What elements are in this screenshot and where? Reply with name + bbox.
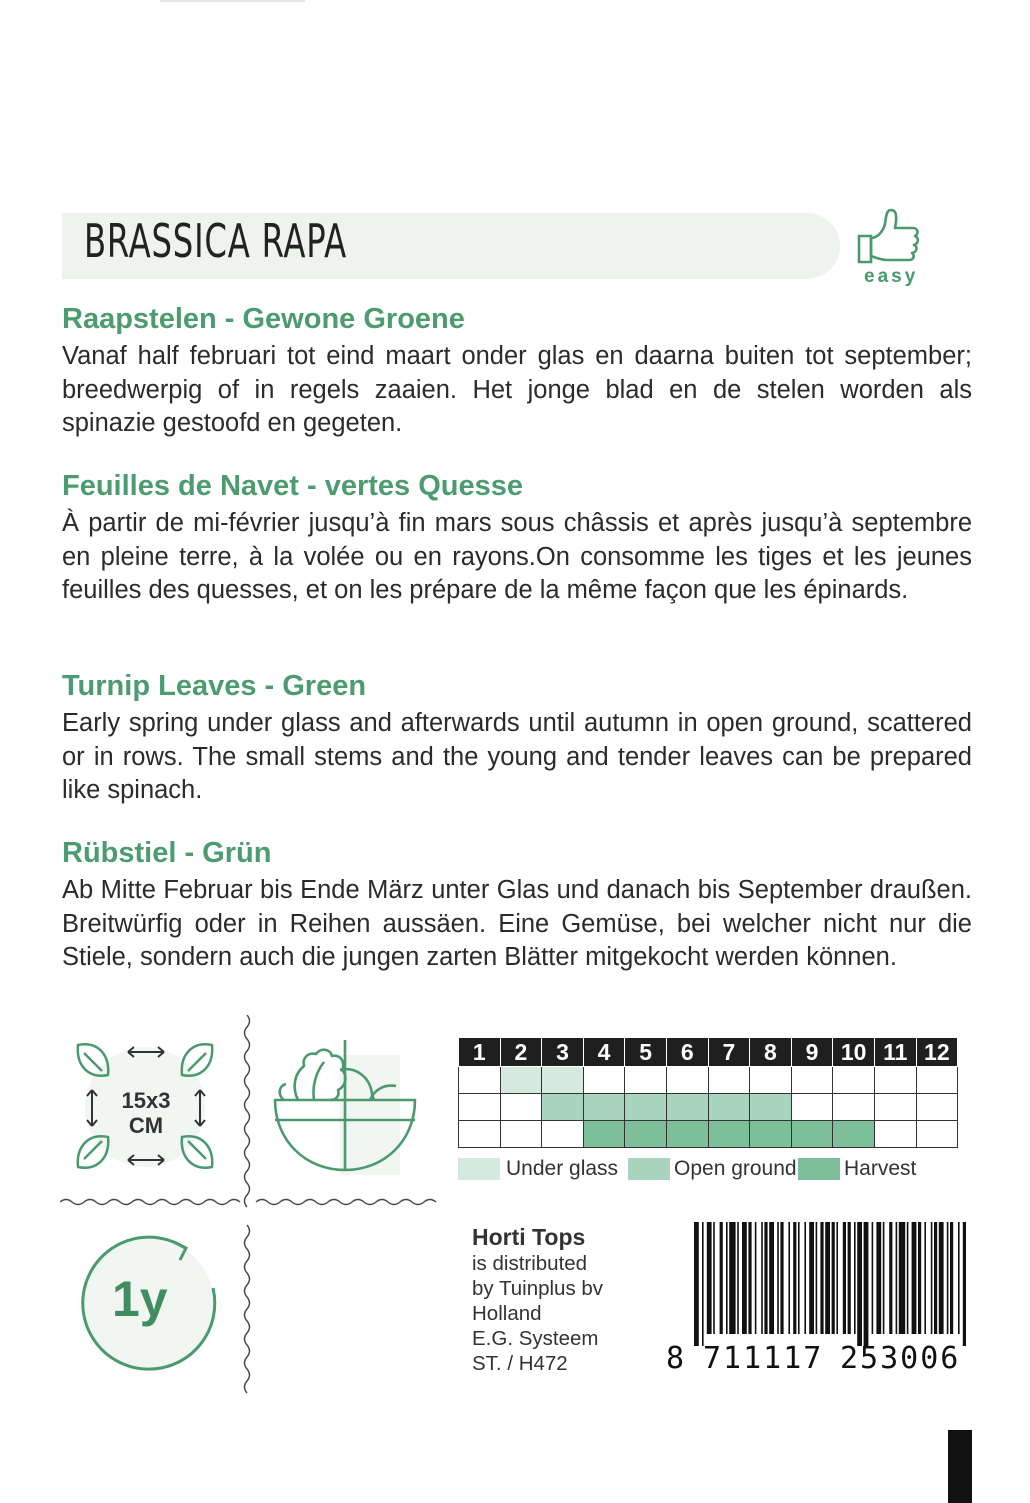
barcode-bar xyxy=(820,1222,823,1334)
distributor-line: is distributed xyxy=(472,1252,588,1275)
calendar-cell xyxy=(625,1094,667,1121)
calendar-legend xyxy=(458,1157,916,1181)
barcode-bar xyxy=(872,1222,874,1334)
calendar-month-9: 9 xyxy=(791,1038,833,1067)
barcode-bar xyxy=(780,1222,783,1334)
barcode-bar xyxy=(777,1222,779,1334)
calendar-cell xyxy=(791,1067,833,1094)
barcode-bar xyxy=(963,1222,966,1346)
barcode-bar xyxy=(950,1222,953,1334)
section-body-fr: À partir de mi-février jusqu’à fin mars sous châssis et après jusqu’à septembre en pleine terre, à la volée ou en rayons.On consomme les tiges et les jeunes feuilles des quesses, et on les prépare de la même façon que les épinards. xyxy=(62,509,972,604)
calendar-row-under-glass xyxy=(459,1067,958,1094)
calendar-cell xyxy=(750,1121,792,1148)
distributor-line: E.G. Systeem xyxy=(472,1327,599,1350)
calendar-month-12: 12 xyxy=(916,1038,958,1067)
top-edge-line xyxy=(160,0,305,2)
barcode-bar xyxy=(788,1222,790,1334)
cut-mark xyxy=(948,1430,972,1503)
calendar-month-2: 2 xyxy=(500,1038,542,1067)
legend-swatch-open-ground xyxy=(628,1158,670,1180)
calendar-cell xyxy=(542,1121,584,1148)
barcode-bar xyxy=(934,1222,937,1334)
barcode-bar xyxy=(713,1222,715,1334)
barcode-group-1: 711117 xyxy=(703,1341,824,1376)
calendar-cell xyxy=(874,1067,916,1094)
brand-name: Horti Tops xyxy=(472,1224,586,1250)
barcode-first-digit: 8 xyxy=(666,1341,687,1376)
spacing-label-line2: CM xyxy=(128,1113,164,1138)
barcode-bar xyxy=(694,1222,699,1346)
barcode-bar xyxy=(958,1222,960,1334)
calendar-cell xyxy=(916,1121,958,1148)
calendar-cell xyxy=(542,1067,584,1094)
barcode-bar xyxy=(924,1222,926,1334)
distributor-line: by Tuinplus bv xyxy=(472,1277,604,1300)
calendar-body xyxy=(459,1067,958,1148)
calendar-month-6: 6 xyxy=(666,1038,708,1067)
barcode-bar xyxy=(742,1222,747,1334)
barcode-bar xyxy=(832,1222,835,1334)
legend-label-under-glass: Under glass xyxy=(506,1157,619,1180)
calendar-cell xyxy=(459,1067,501,1094)
spacing-label-line1: 15x3 xyxy=(121,1088,171,1113)
calendar-month-5: 5 xyxy=(625,1038,667,1067)
barcode-bar xyxy=(939,1222,944,1334)
legend-label-open-ground: Open ground xyxy=(674,1157,797,1180)
calendar-month-11: 11 xyxy=(874,1038,916,1067)
calendar-cell xyxy=(750,1067,792,1094)
calendar-month-3: 3 xyxy=(542,1038,584,1067)
calendar-month-7: 7 xyxy=(708,1038,750,1067)
barcode-bar xyxy=(755,1222,757,1334)
barcode-bar xyxy=(804,1222,806,1334)
barcode-bar xyxy=(726,1222,728,1334)
distributor-line: ST. / H472 xyxy=(472,1352,568,1375)
calendar-cell xyxy=(459,1121,501,1148)
page-title: BRASSICA RAPA xyxy=(84,214,348,268)
legend-swatch-harvest xyxy=(798,1158,840,1180)
calendar-row-open-ground xyxy=(459,1094,958,1121)
calendar-cell xyxy=(666,1067,708,1094)
legend-swatch-under-glass xyxy=(458,1158,500,1180)
calendar-cell xyxy=(916,1067,958,1094)
barcode-bar xyxy=(798,1222,800,1334)
section-body-nl: Vanaf half februari tot eind maart onder glas en daarna buiten tot september; breedwerpig of in regels zaaien. Het jonge blad en de stelen worden als spinazie gestoofd en gegeten. xyxy=(62,342,972,437)
section-body-de: Ab Mitte Februar bis Ende März unter Glas und danach bis September draußen. Breitwürfig oder in Reihen aussäen. Eine Gemüse, bei welcher nicht nur die Stiele, sondern auch die jungen zarten Blätter mitgekocht werden können. xyxy=(62,876,972,971)
section-body-en: Early spring under glass and afterwards until autumn in open ground, scattered or in rows. The small stems and the young and tender leaves can be prepared like spinach. xyxy=(62,709,972,804)
calendar-cell xyxy=(916,1094,958,1121)
barcode-bar xyxy=(748,1222,751,1334)
barcode-bar xyxy=(764,1222,767,1334)
barcode-bar xyxy=(848,1222,851,1334)
barcode-bar xyxy=(907,1222,909,1334)
calendar-cell xyxy=(791,1094,833,1121)
barcode-bar xyxy=(889,1222,892,1334)
calendar-cell xyxy=(874,1094,916,1121)
calendar-cell xyxy=(625,1067,667,1094)
barcode-bar xyxy=(825,1222,830,1334)
calendar-cell xyxy=(500,1067,542,1094)
barcode-bar xyxy=(931,1222,933,1334)
calendar-cell xyxy=(708,1094,750,1121)
spacing-label xyxy=(115,1088,177,1138)
legend-label-harvest: Harvest xyxy=(844,1157,917,1180)
barcode-bar xyxy=(843,1222,846,1334)
wavy-divider-horizontal xyxy=(60,1196,440,1208)
calendar-cell xyxy=(583,1121,625,1148)
calendar-cell xyxy=(874,1121,916,1148)
calendar-cell xyxy=(500,1121,542,1148)
calendar-cell xyxy=(708,1121,750,1148)
easy-badge-label: easy xyxy=(864,266,919,287)
barcode-bar xyxy=(899,1222,905,1334)
calendar-table xyxy=(458,1037,958,1148)
barcode-bar xyxy=(918,1222,921,1334)
barcode-bar xyxy=(864,1222,869,1346)
calendar-cell xyxy=(625,1121,667,1148)
calendar-cell xyxy=(833,1094,875,1121)
section-title-en: Turnip Leaves - Green xyxy=(62,670,367,702)
calendar-cell xyxy=(459,1094,501,1121)
barcode-bar xyxy=(836,1222,838,1334)
barcode-bar xyxy=(707,1222,712,1334)
barcode-bar xyxy=(896,1222,898,1334)
barcode-bar xyxy=(737,1222,739,1334)
barcode-bar xyxy=(816,1222,818,1334)
calendar-cell xyxy=(542,1094,584,1121)
calendar-cell xyxy=(750,1094,792,1121)
calendar-cell xyxy=(833,1067,875,1094)
barcode-bar xyxy=(947,1222,949,1334)
calendar-cell xyxy=(708,1067,750,1094)
calendar-month-4: 4 xyxy=(583,1038,625,1067)
section-title-fr: Feuilles de Navet - vertes Quesse xyxy=(62,470,523,502)
barcode-group-2: 253006 xyxy=(840,1341,961,1376)
calendar-month-1: 1 xyxy=(459,1038,501,1067)
barcode-bar xyxy=(769,1222,774,1334)
barcode-bar xyxy=(854,1222,856,1334)
barcode-bar xyxy=(702,1222,704,1346)
barcode-bar xyxy=(857,1222,862,1346)
calendar-cell xyxy=(666,1094,708,1121)
sowing-calendar xyxy=(458,1037,958,1148)
section-title-de: Rübstiel - Grün xyxy=(62,837,272,869)
calendar-row-harvest xyxy=(459,1121,958,1148)
calendar-cell xyxy=(500,1094,542,1121)
barcode-bar xyxy=(729,1222,735,1334)
calendar-cell xyxy=(791,1121,833,1148)
distributor-info xyxy=(472,1223,603,1376)
distributor-line: Holland xyxy=(472,1302,542,1325)
calendar-cell xyxy=(666,1121,708,1148)
section-title-nl: Raapstelen - Gewone Groene xyxy=(62,303,465,335)
calendar-cell xyxy=(583,1067,625,1094)
barcode-bar xyxy=(883,1222,885,1334)
barcode-bar xyxy=(793,1222,796,1334)
calendar-cell xyxy=(583,1094,625,1121)
barcode-bar xyxy=(720,1222,723,1334)
calendar-cell xyxy=(833,1121,875,1148)
salad-bowl-icon xyxy=(270,1030,420,1180)
lifecycle-label: 1y xyxy=(112,1271,168,1327)
barcode-bar xyxy=(912,1222,917,1334)
barcode-bar xyxy=(876,1222,881,1334)
calendar-month-header xyxy=(459,1038,958,1067)
barcode-bar xyxy=(761,1222,763,1334)
calendar-month-10: 10 xyxy=(833,1038,875,1067)
barcode-bar xyxy=(809,1222,814,1334)
calendar-month-8: 8 xyxy=(750,1038,792,1067)
barcode xyxy=(690,1222,970,1346)
